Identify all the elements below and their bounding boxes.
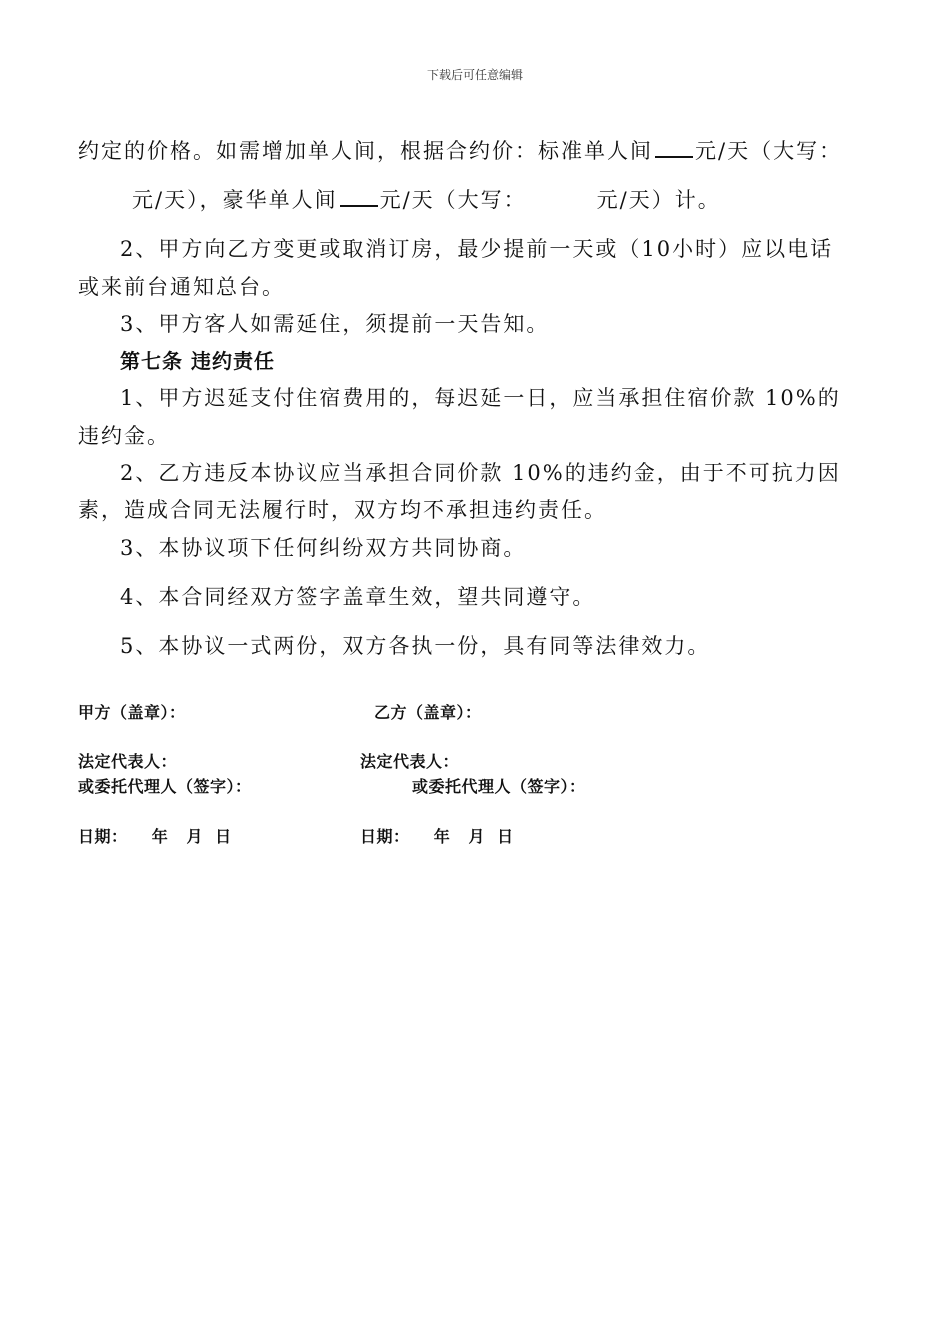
party-b-seal-label: 乙方（盖章）： — [374, 703, 482, 722]
price-line-1 — [78, 138, 842, 163]
liability-2-line-1: 2、乙方违反本协议应当承担合同价款 10%的违约金，由于不可抗力因 — [120, 461, 841, 485]
price-line-2-text-b: 元/天（大写： — [379, 188, 527, 212]
party-a-rep-label: 法定代表人： — [78, 752, 178, 771]
liability-2-line-2: 素，造成合同无法履行时，双方均不承担违约责任。 — [78, 498, 607, 522]
section-title: 第七条 违约责任 — [120, 349, 275, 373]
price-line-2-text-c: 元/天）计。 — [596, 188, 721, 212]
standard-price-blank — [655, 138, 693, 158]
liability-1-line-2: 违约金。 — [78, 424, 170, 448]
price-line-2 — [132, 187, 721, 212]
party-a-seal-label: 甲方（盖章）： — [78, 703, 186, 722]
liability-4: 4、本合同经双方签字盖章生效，望共同遵守。 — [120, 585, 596, 609]
price-line-1-text-a: 约定的价格。如需增加单人间，根据合约价：标准单人间 — [78, 139, 653, 163]
header-note: 下载后可任意编辑 — [426, 68, 523, 82]
party-a-date-label: 日期： 年 月 日 — [78, 827, 232, 846]
price-line-1-text-b: 元/天（大写： — [695, 139, 843, 163]
clause-2-line-1: 2、甲方向乙方变更或取消订房，最少提前一天或（10小时）应以电话 — [120, 237, 834, 261]
liability-5: 5、本协议一式两份，双方各执一份，具有同等法律效力。 — [120, 634, 711, 658]
party-b-rep-label: 法定代表人： — [360, 752, 460, 771]
deluxe-price-blank — [340, 187, 378, 207]
party-a-agent-label: 或委托代理人（签字）： — [78, 777, 252, 796]
party-b-agent-label: 或委托代理人（签字）： — [412, 777, 586, 796]
price-line-2-text-a: 元/天），豪华单人间 — [132, 188, 338, 212]
clause-3: 3、甲方客人如需延住，须提前一天告知。 — [120, 312, 550, 336]
liability-3: 3、本协议项下任何纠纷双方共同协商。 — [120, 536, 527, 560]
clause-2-line-2: 或来前台通知总台。 — [78, 275, 285, 299]
liability-1-line-1: 1、甲方迟延支付住宿费用的，每迟延一日，应当承担住宿价款 10%的 — [120, 386, 841, 410]
party-b-date-label: 日期： 年 月 日 — [360, 827, 514, 846]
